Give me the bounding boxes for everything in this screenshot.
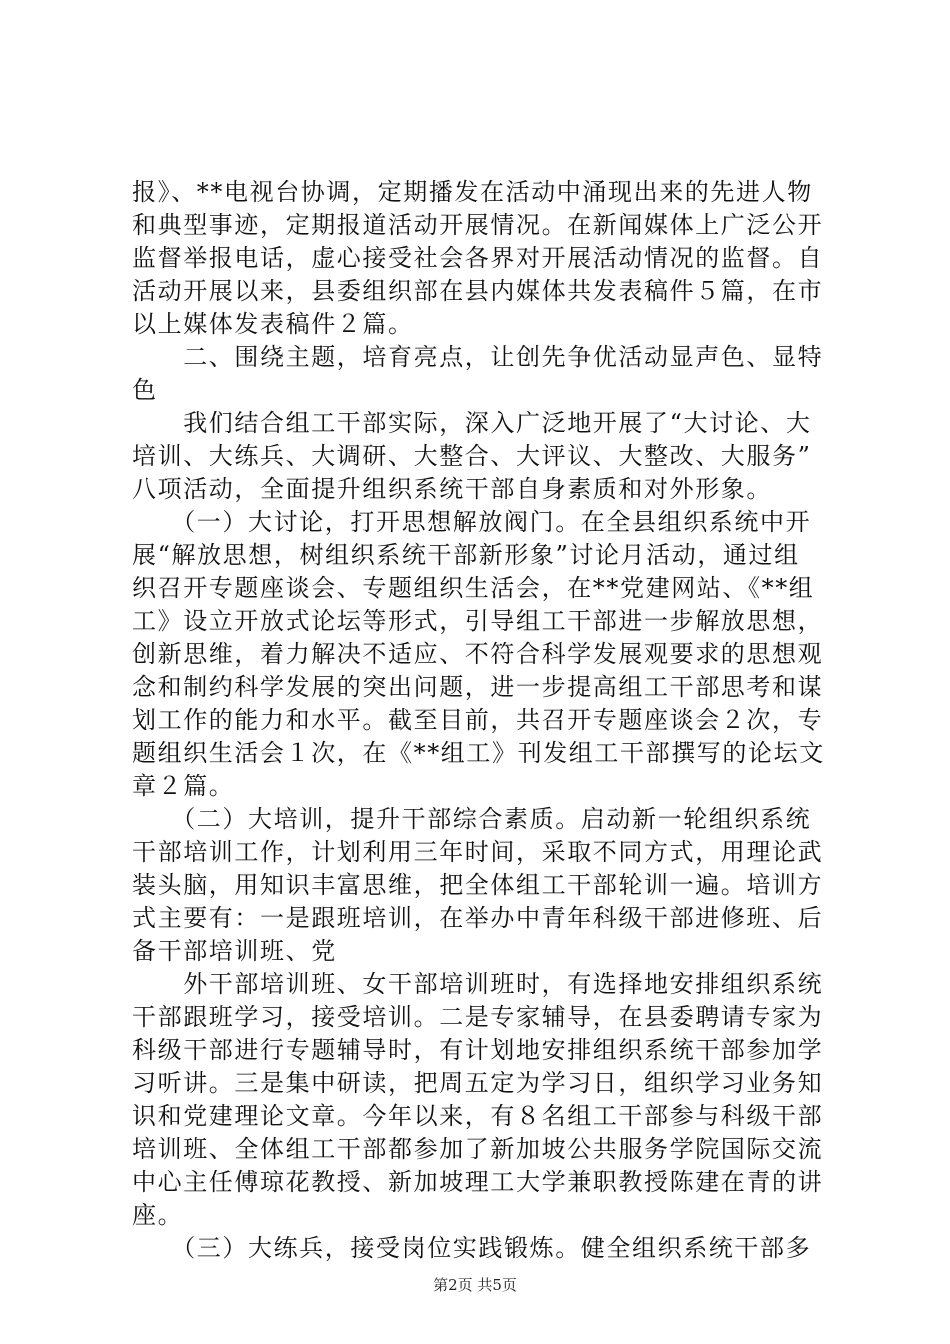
text-line: 八项活动，全面提升组织系统干部自身素质和对外形象。 xyxy=(132,475,772,503)
text-line: 式主要有：一是跟班培训，在举办中青年科级干部进修班、后 xyxy=(132,904,824,932)
section-heading-line: 色 xyxy=(132,376,158,404)
text-line: 念和制约科学发展的突出问题，进一步提高组工干部思考和谋 xyxy=(132,673,824,701)
text-line: 我们结合组工干部实际，深入广泛地开展了“大讨论、大 xyxy=(132,409,812,437)
text-line: 中心主任傅琼花教授、新加坡理工大学兼职教授陈建在青的讲 xyxy=(132,1168,824,1196)
text-line: 题组织生活会１次，在《**组工》刊发组工干部撰写的论坛文 xyxy=(132,739,825,767)
text-line: 装头脑，用知识丰富思维，把全体组工干部轮训一遍。培训方 xyxy=(132,871,824,899)
text-line: 备干部培训班、党 xyxy=(132,937,337,965)
text-line: 座。 xyxy=(132,1201,184,1229)
text-line: 创新思维，着力解决不适应、不符合科学发展观要求的思想观 xyxy=(132,640,824,668)
text-line: 监督举报电话，虚心接受社会各界对开展活动情况的监督。自 xyxy=(132,244,824,272)
text-line: 干部跟班学习，接受培训。二是专家辅导，在县委聘请专家为 xyxy=(132,1003,824,1031)
text-line: 干部培训工作，计划利用三年时间，采取不同方式，用理论武 xyxy=(132,838,824,866)
text-line: 培训、大练兵、大调研、大整合、大评议、大整改、大服务” xyxy=(132,442,812,470)
text-line: 和典型事迹，定期报道活动开展情况。在新闻媒体上广泛公开 xyxy=(132,211,824,239)
text-line: 章２篇。 xyxy=(132,772,235,800)
text-line: 科级干部进行专题辅导时，有计划地安排组织系统干部参加学 xyxy=(132,1036,824,1064)
text-line: 划工作的能力和水平。截至目前，共召开专题座谈会２次，专 xyxy=(132,706,824,734)
text-line: 工》设立开放式论坛等形式，引导组工干部进一步解放思想， xyxy=(132,607,824,635)
text-line: 活动开展以来，县委组织部在县内媒体共发表稿件５篇，在市 xyxy=(132,277,824,305)
section-heading-line: 二、围绕主题，培育亮点，让创先争优活动显声色、显特 xyxy=(132,343,824,371)
text-line: （二）大培训，提升干部综合素质。启动新一轮组织系统 xyxy=(132,805,812,833)
text-line: 识和党建理论文章。今年以来，有８名组工干部参与科级干部 xyxy=(132,1102,824,1130)
text-line: 外干部培训班、女干部培训班时，有选择地安排组织系统 xyxy=(132,970,824,998)
text-line: （一）大讨论，打开思想解放阀门。在全县组织系统中开 xyxy=(132,508,812,536)
text-line: 以上媒体发表稿件２篇。 xyxy=(132,310,414,338)
text-line: 展“解放思想，树组织系统干部新形象”讨论月活动，通过组 xyxy=(132,541,800,569)
text-line: 习听讲。三是集中研读，把周五定为学习日，组织学习业务知 xyxy=(132,1069,824,1097)
text-line: 培训班、全体组工干部都参加了新加坡公共服务学院国际交流 xyxy=(132,1135,824,1163)
text-line: （三）大练兵，接受岗位实践锻炼。健全组织系统干部多 xyxy=(132,1234,812,1262)
document-body xyxy=(132,176,832,1265)
page-number-footer: 第2页 共5页 xyxy=(433,1276,517,1294)
text-line: 报》、**电视台协调，定期播发在活动中涌现出来的先进人物 xyxy=(132,178,813,206)
text-line: 织召开专题座谈会、专题组织生活会，在**党建网站、《**组 xyxy=(132,574,815,602)
